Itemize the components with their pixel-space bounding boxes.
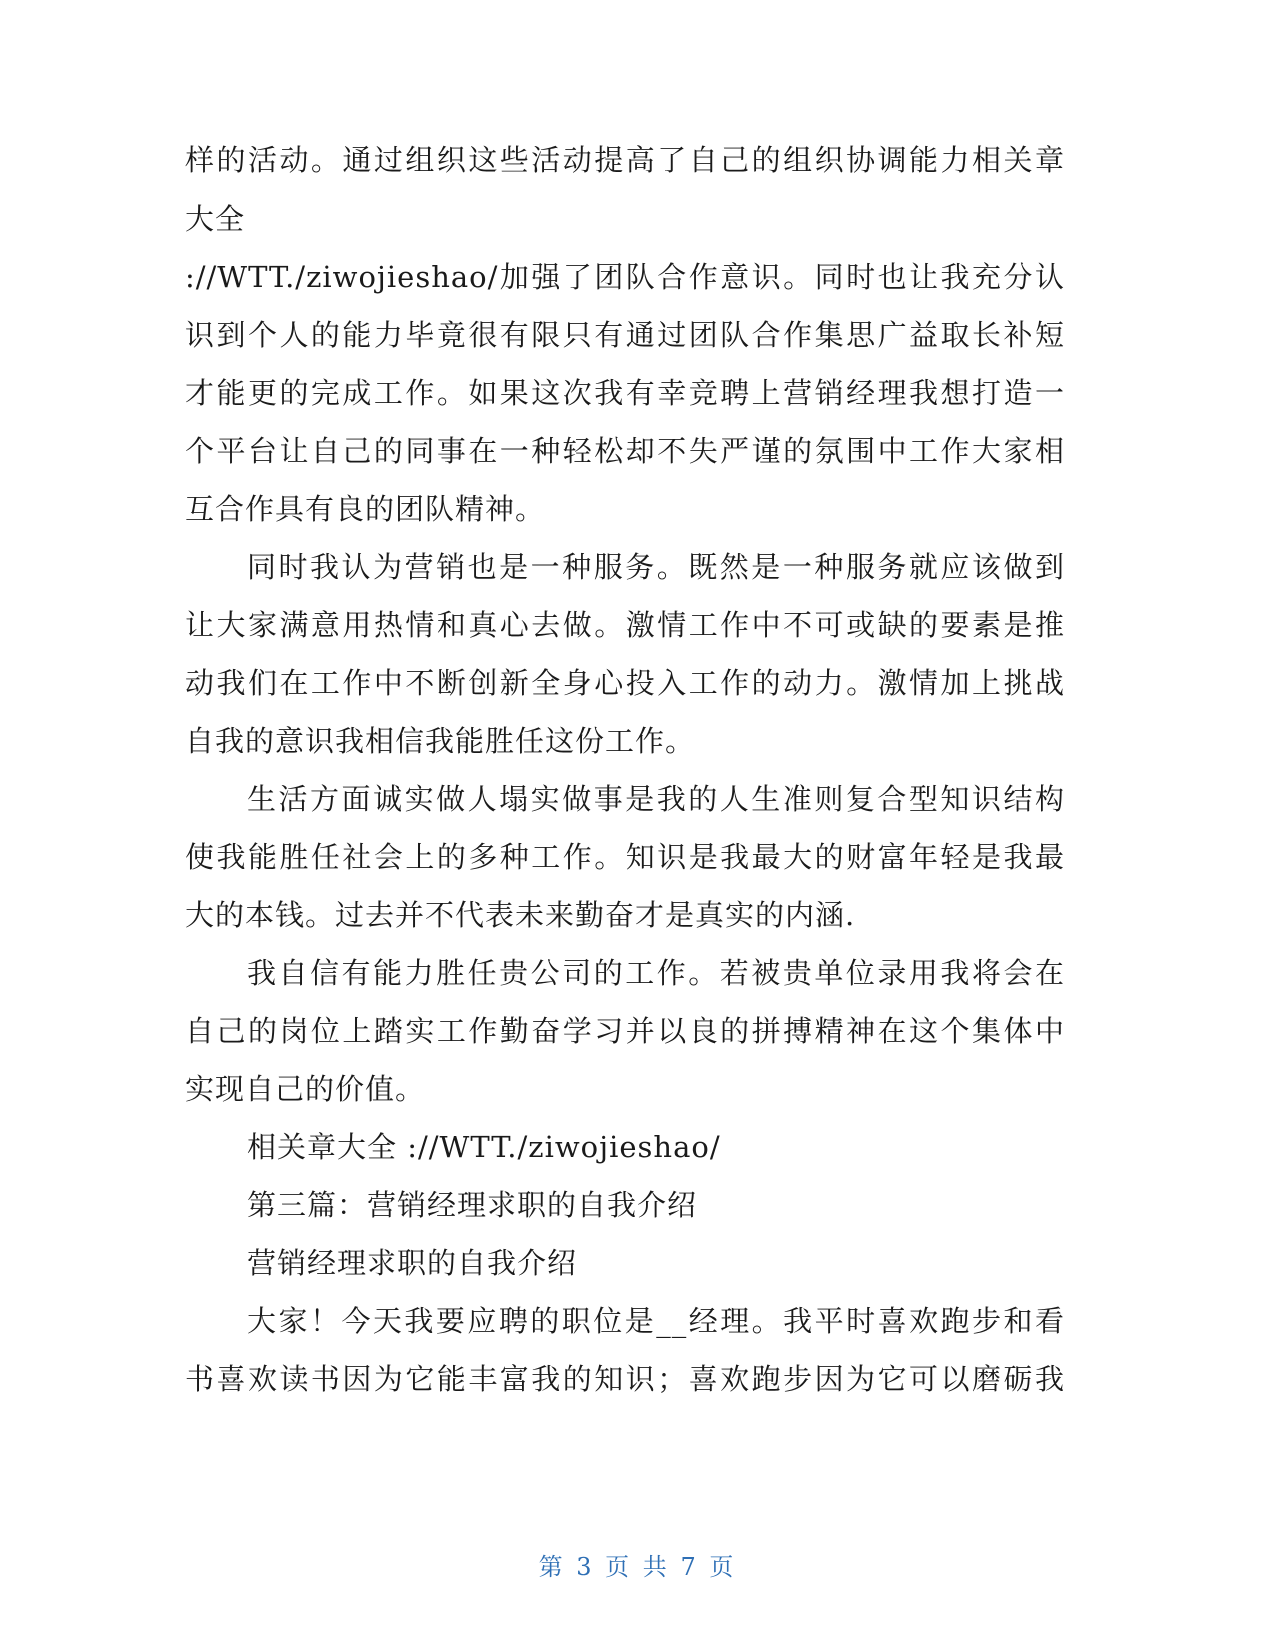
text-line: 动我们在工作中不断创新全身心投入工作的动力。激情加上挑战 [185, 666, 1065, 700]
text-line: 自我的意识我相信我能胜任这份工作。 [185, 724, 696, 758]
text-line: 大的本钱。过去并不代表未来勤奋才是真实的内涵. [185, 898, 856, 932]
text-line: 让大家满意用热情和真心去做。激情工作中不可或缺的要素是推 [185, 608, 1065, 642]
paragraph-first-line: 同时我认为营销也是一种服务。既然是一种服务就应该做到 [247, 550, 1065, 584]
text-line: 大全 [185, 202, 246, 236]
paragraph-first-line: 大家！今天我要应聘的职位是__经理。我平时喜欢跑步和看 [247, 1304, 1065, 1338]
text-line: 书喜欢读书因为它能丰富我的知识；喜欢跑步因为它可以磨砺我 [185, 1362, 1065, 1396]
text-line: 自己的岗位上踏实工作勤奋学习并以良的拼搏精神在这个集体中 [185, 1014, 1065, 1048]
text-line: 个平台让自己的同事在一种轻松却不失严谨的氛围中工作大家相 [185, 434, 1065, 468]
paragraph-first-line: 生活方面诚实做人塌实做事是我的人生准则复合型知识结构 [247, 782, 1065, 816]
section-heading: 第三篇：营销经理求职的自我介绍 [247, 1188, 698, 1222]
text-line: 样的活动。通过组织这些活动提高了自己的组织协调能力相关章 [185, 143, 1065, 177]
text-line: 互合作具有良的团队精神。 [185, 492, 546, 526]
text-line: 才能更的完成工作。如果这次我有幸竞聘上营销经理我想打造一 [185, 376, 1065, 410]
text-line: ://WTT./ziwojieshao/加强了团队合作意识。同时也让我充分认 [185, 260, 1065, 294]
page-number-footer: 第 3 页 共 7 页 [538, 1553, 737, 1581]
link-line: 相关章大全 ://WTT./ziwojieshao/ [247, 1130, 721, 1164]
paragraph-first-line: 我自信有能力胜任贵公司的工作。若被贵单位录用我将会在 [247, 956, 1065, 990]
section-subtitle: 营销经理求职的自我介绍 [247, 1246, 578, 1280]
text-line: 识到个人的能力毕竟很有限只有通过团队合作集思广益取长补短 [185, 318, 1065, 352]
text-line: 实现自己的价值。 [185, 1072, 426, 1106]
text-line: 使我能胜任社会上的多种工作。知识是我最大的财富年轻是我最 [185, 840, 1065, 874]
